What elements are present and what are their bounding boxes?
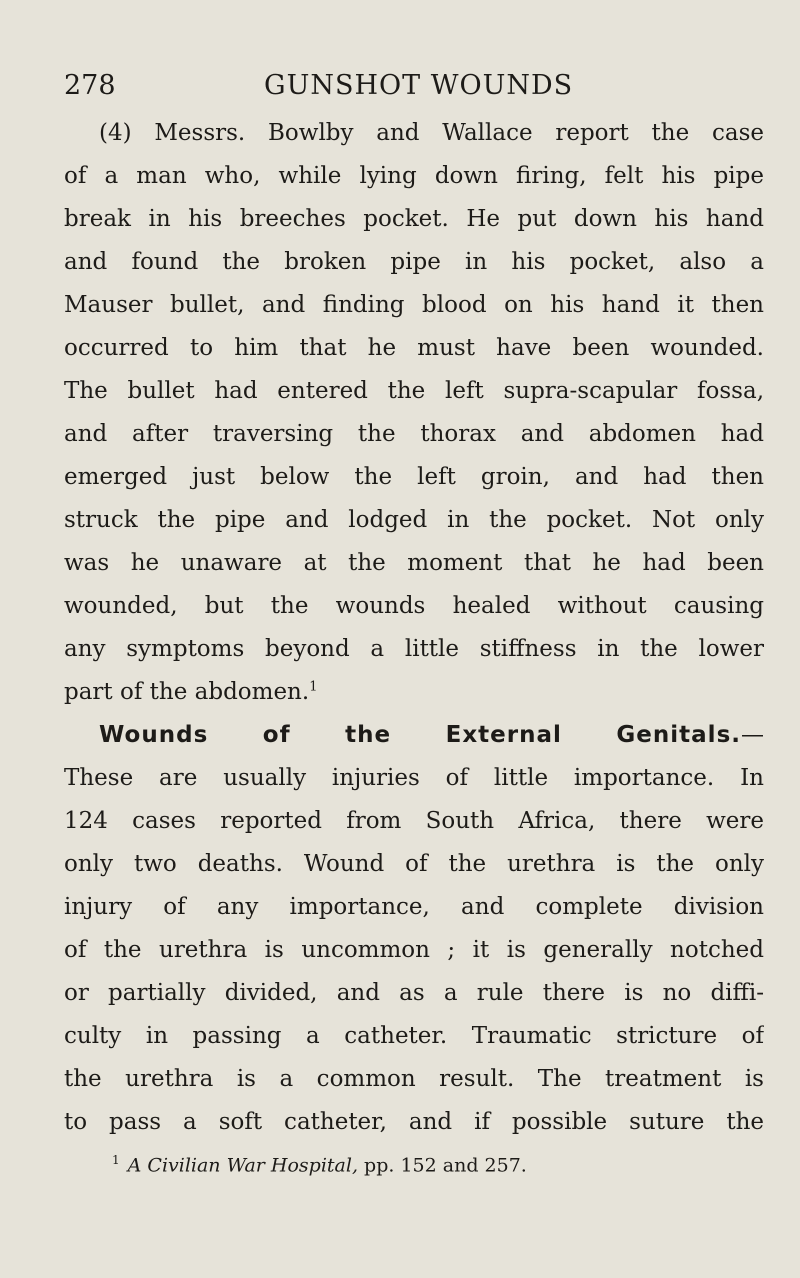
section-heading-line (99, 715, 764, 755)
page-header (64, 66, 734, 106)
text-line: struck the pipe and lodged in the pocket. Not only (64, 507, 764, 533)
em-dash: — (741, 722, 764, 748)
text-line: These are usually injuries of little importance. In (64, 765, 764, 791)
text-line: Mauser bullet, and finding blood on his hand it then (64, 292, 764, 318)
text-line: emerged just below the left groin, and had then (64, 464, 764, 490)
section-heading: Wounds of the External Genitals. (99, 722, 741, 748)
text-line: and after traversing the thorax and abdomen had (64, 421, 764, 447)
text-line: was he unaware at the moment that he had been (64, 550, 764, 576)
text-line: of the urethra is uncommon ; it is generally notched (64, 937, 764, 963)
text-line: break in his breeches pocket. He put down his hand (64, 206, 764, 232)
text-line: occurred to him that he must have been wounded. (64, 335, 764, 361)
text-line-last (64, 672, 764, 712)
text-line-content: part of the abdomen. (64, 679, 310, 705)
text-line: or partially divided, and as a rule there is no diffi- (64, 980, 764, 1006)
text-line: to pass a soft catheter, and if possible suture the (64, 1109, 764, 1135)
footnote-pages: pp. 152 and 257. (364, 1154, 527, 1177)
footnote (112, 1140, 752, 1185)
footnote-mark: 1 (112, 1153, 120, 1167)
page-number: 278 (64, 70, 116, 101)
footnote-title: A Civilian War Hospital, (127, 1154, 358, 1177)
text-line: and found the broken pipe in his pocket, also a (64, 249, 764, 275)
running-head: GUNSHOT WOUNDS (264, 70, 574, 101)
text-line: only two deaths. Wound of the urethra is the only (64, 851, 764, 877)
text-line: culty in passing a catheter. Traumatic stricture of (64, 1023, 764, 1049)
text-line: injury of any importance, and complete division (64, 894, 764, 920)
footnote-reference: 1 (309, 679, 318, 695)
text-line: The bullet had entered the left supra-scapular fossa, (64, 378, 764, 404)
text-line: (4) Messrs. Bowlby and Wallace report the case (99, 120, 764, 146)
text-line: wounded, but the wounds healed without causing (64, 593, 764, 619)
text-line: any symptoms beyond a little stiffness in the lower (64, 636, 764, 662)
text-line: the urethra is a common result. The treatment is (64, 1066, 764, 1092)
text-line: of a man who, while lying down firing, felt his pipe (64, 163, 764, 189)
text-line: 124 cases reported from South Africa, there were (64, 808, 764, 834)
